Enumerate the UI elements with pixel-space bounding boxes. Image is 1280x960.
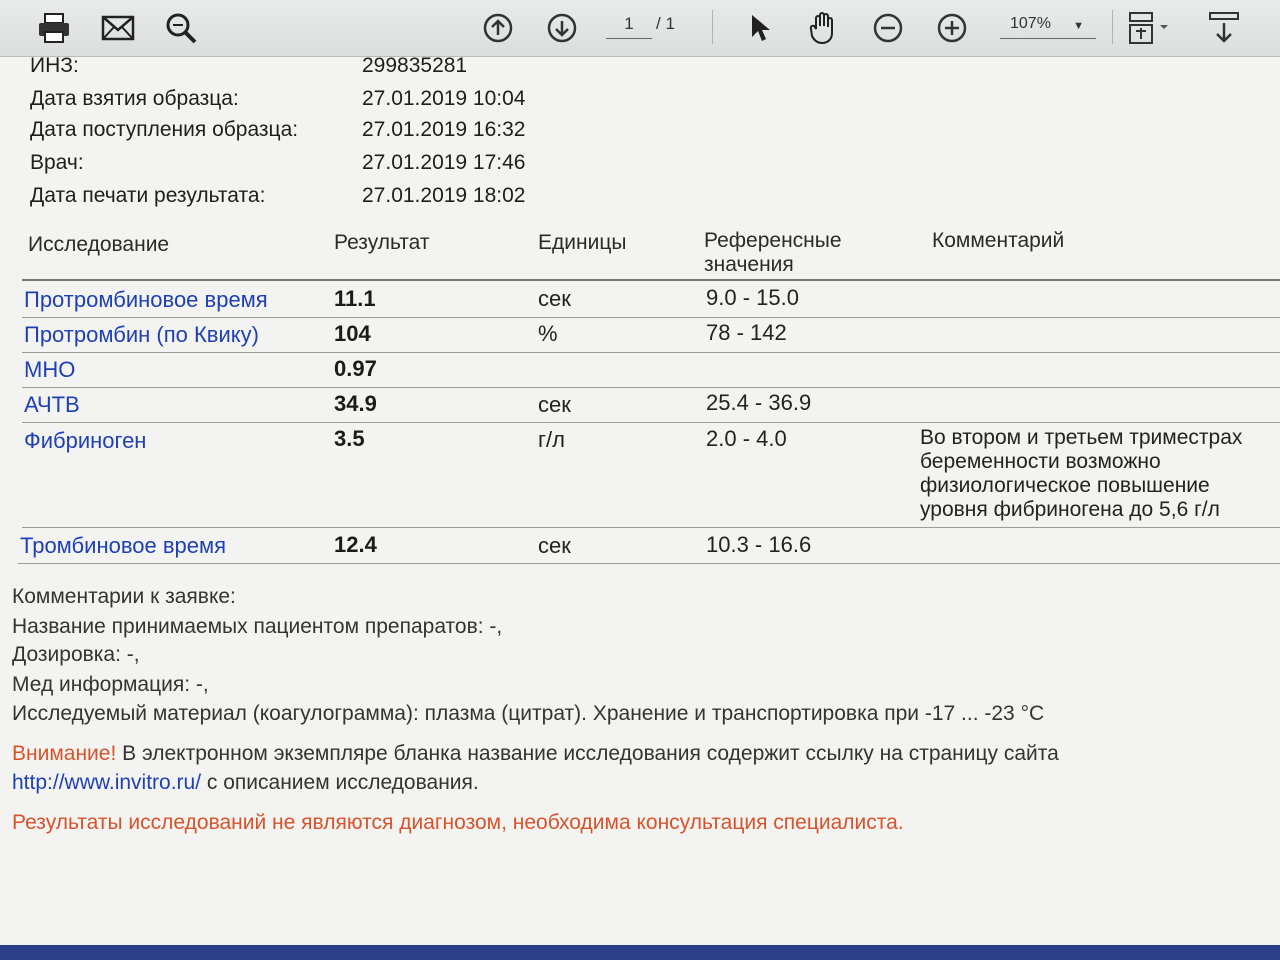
- result-value: 34.9: [334, 391, 377, 416]
- warning-label: Внимание!: [12, 742, 117, 765]
- info-label: Дата поступления образца:: [30, 118, 299, 141]
- row-divider: [22, 422, 1280, 423]
- column-header-comment: Комментарий: [932, 229, 1065, 252]
- column-header-units: Единицы: [538, 231, 627, 254]
- reference-value: 25.4 - 36.9: [706, 390, 812, 415]
- inz-value: 299835281: [362, 54, 468, 77]
- result-value: 0.97: [334, 356, 377, 381]
- zoom-in-icon[interactable]: [932, 8, 972, 48]
- reference-value: 2.0 - 4.0: [706, 426, 787, 451]
- next-page-icon[interactable]: [542, 8, 582, 48]
- inz-label: ИНЗ:: [30, 54, 79, 77]
- column-header-test: Исследование: [28, 233, 170, 256]
- download-icon[interactable]: [1200, 8, 1248, 48]
- zoom-out-icon[interactable]: [868, 8, 908, 48]
- info-value: 27.01.2019 16:32: [362, 118, 526, 141]
- row-divider: [22, 387, 1280, 388]
- dosage-line: Дозировка: -,: [12, 643, 140, 666]
- result-value: 11.1: [334, 286, 376, 311]
- comment-text: Во втором и третьем триместрах беременности возможно физиологическое повышение уровня фибриногена до 5,6 г/л: [920, 426, 1243, 521]
- hand-tool-icon[interactable]: [804, 8, 844, 48]
- reference-value: 10.3 - 16.6: [706, 532, 812, 557]
- info-value: 27.01.2019 10:04: [362, 87, 526, 110]
- table-header-divider: [22, 279, 1280, 281]
- select-cursor-icon[interactable]: [742, 8, 778, 48]
- result-value: 3.5: [334, 426, 365, 451]
- pdf-toolbar: [0, 0, 1280, 57]
- row-divider: [22, 317, 1280, 318]
- medical-info-line: Мед информация: -,: [12, 673, 209, 696]
- zoom-select[interactable]: [1000, 10, 1096, 39]
- document-page: [0, 54, 1280, 960]
- result-value: 104: [334, 321, 371, 346]
- chevron-down-icon: ▼: [1073, 20, 1084, 32]
- info-label: Врач:: [30, 151, 84, 174]
- fit-page-icon[interactable]: [1124, 8, 1172, 48]
- warning-line: [12, 740, 1059, 768]
- order-comments-heading: Комментарии к заявке:: [12, 585, 236, 608]
- page-number-input[interactable]: 1: [606, 10, 652, 39]
- link-suffix: с описанием исследования.: [201, 771, 479, 794]
- unit-value: %: [538, 321, 558, 346]
- unit-value: сек: [538, 286, 571, 311]
- disclaimer-text: Результаты исследований не являются диагнозом, необходима консультация специалиста.: [12, 811, 904, 834]
- info-value: 27.01.2019 18:02: [362, 184, 526, 207]
- zoom-value: 107%: [1010, 15, 1051, 32]
- unit-value: сек: [538, 392, 571, 417]
- info-value: 27.01.2019 17:46: [362, 151, 526, 174]
- search-icon[interactable]: [160, 8, 202, 48]
- test-link[interactable]: Фибриноген: [24, 428, 147, 453]
- material-line: Исследуемый материал (коагулограмма): плазма (цитрат). Хранение и транспортировка при -17 ... -23 °С: [12, 702, 1045, 725]
- info-label: Дата печати результата:: [30, 184, 266, 207]
- print-icon[interactable]: [34, 8, 74, 48]
- medications-line: Название принимаемых пациентом препаратов: -,: [12, 615, 503, 638]
- test-link[interactable]: МНО: [24, 357, 76, 382]
- info-label: Дата взятия образца:: [30, 87, 239, 110]
- test-link[interactable]: Протромбин (по Квику): [24, 322, 259, 347]
- unit-value: сек: [538, 533, 571, 558]
- page-total: / 1: [656, 14, 675, 33]
- previous-page-icon[interactable]: [478, 8, 518, 48]
- warning-text: В электронном экземпляре бланка название исследования содержит ссылку на страницу сайта: [116, 742, 1059, 765]
- email-icon[interactable]: [98, 8, 138, 48]
- test-link[interactable]: Тромбиновое время: [20, 533, 227, 558]
- test-link[interactable]: АЧТВ: [24, 392, 80, 417]
- invitro-link[interactable]: http://www.invitro.ru/: [12, 771, 202, 794]
- test-link[interactable]: Протромбиновое время: [24, 287, 268, 312]
- reference-value: 78 - 142: [706, 320, 787, 345]
- taskbar-edge: [0, 945, 1280, 960]
- result-value: 12.4: [334, 532, 377, 557]
- reference-value: 9.0 - 15.0: [706, 285, 799, 310]
- row-divider: [22, 527, 1280, 528]
- row-divider: [22, 352, 1280, 353]
- row-divider: [18, 563, 1280, 564]
- column-header-result: Результат: [334, 231, 430, 254]
- unit-value: г/л: [538, 427, 565, 452]
- link-line: [12, 769, 479, 797]
- column-header-reference: Референсные значения: [704, 229, 842, 276]
